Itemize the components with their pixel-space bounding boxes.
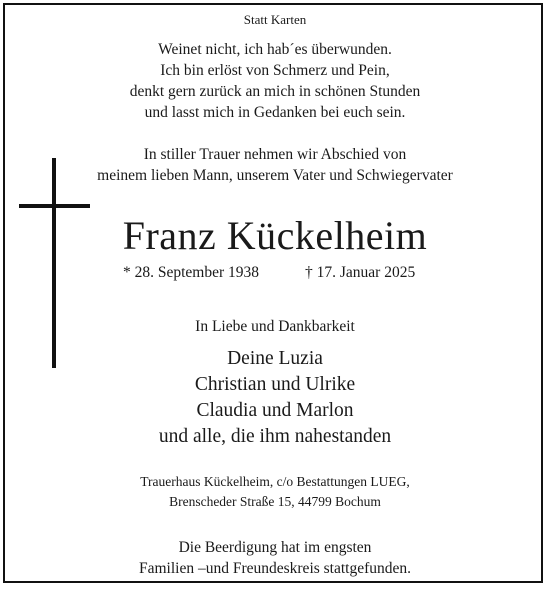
header-statt-karten: Statt Karten [243,12,307,27]
funeral-note-line: Die Beerdigung hat im engsten [178,539,372,556]
poem-line: Ich bin erlöst von Schmerz und Pein, [160,62,390,79]
family-member: Christian und Ulrike [194,374,356,395]
announcement-line: In stiller Trauer nehmen wir Abschied von [143,146,407,163]
family-member: Deine Luzia [227,348,323,369]
poem-line: Weinet nicht, ich hab´es überwunden. [158,41,392,58]
birth-date: * 28. September 1938 [123,264,260,281]
poem-line: und lasst mich in Gedanken bei euch sein. [144,104,406,121]
family-member: Claudia und Marlon [196,400,354,421]
announcement-line: meinem lieben Mann, unserem Vater und Schwiegervater [97,167,453,184]
closing-line: In Liebe und Dankbarkeit [195,318,355,335]
address-line: Trauerhaus Kückelheim, c/o Bestattungen LUEG, [140,474,410,489]
death-date: † 17. Januar 2025 [305,264,416,281]
family-member: und alle, die ihm nahestanden [158,426,392,447]
cross-horizontal-bar [19,204,90,208]
deceased-name: Franz Kückelheim [122,213,428,258]
address-line: Brenscheder Straße 15, 44799 Bochum [169,494,381,509]
funeral-note-line: Familien –und Freundeskreis stattgefunden. [138,560,412,577]
poem-line: denkt gern zurück an mich in schönen Stunden [129,83,421,100]
